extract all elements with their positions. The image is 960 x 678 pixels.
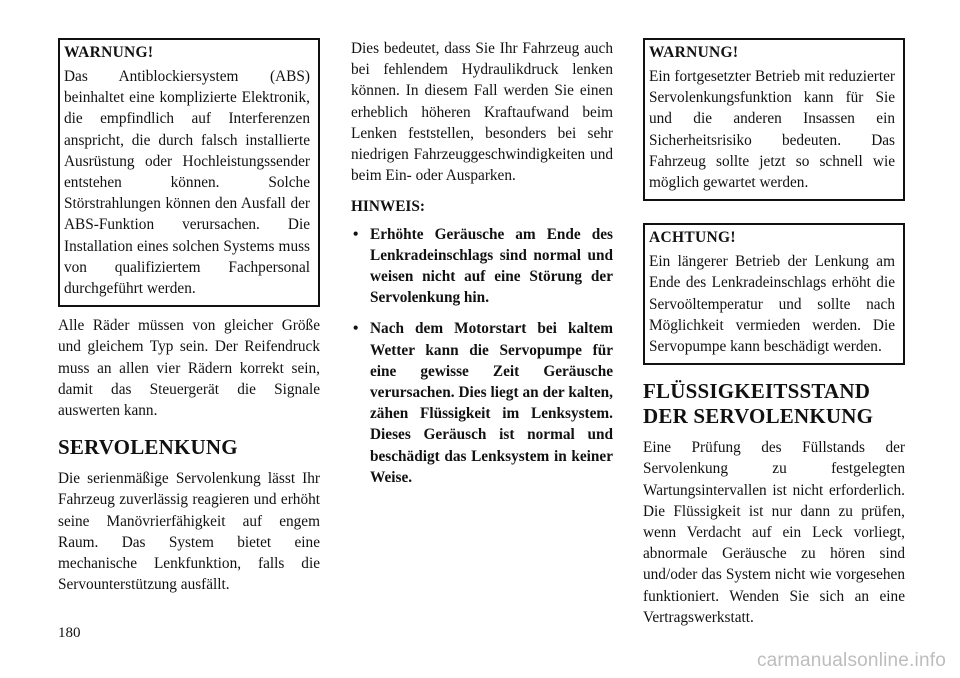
watermark: carmanualsonline.info xyxy=(756,650,946,671)
column-middle xyxy=(351,38,613,498)
warning-title: WARNUNG! xyxy=(64,44,154,61)
list-item xyxy=(351,224,613,309)
section-heading-fluid-level xyxy=(643,379,905,429)
caution-box xyxy=(643,223,905,365)
caution-text: Ein längerer Betrieb der Lenkung am Ende des Lenkradeinschlags erhöht die Servoöltemperatur und sollte nach Möglichkeit vermieden werden. Die Servopumpe kann beschädigt werden. xyxy=(649,253,895,356)
column-left xyxy=(58,38,320,605)
caution-title: ACHTUNG! xyxy=(649,229,736,247)
warning-title: WARNUNG! xyxy=(649,44,739,61)
bullet-icon: • xyxy=(353,320,359,338)
paragraph-fluid-level: Eine Prüfung des Füllstands der Servolenkung zu festgelegten Wartungsintervallen ist nicht erforderlich. Die Flüssigkeit ist nur dann zu prüfen, wenn Verdacht auf ein Leck vorliegt, abnormale Geräusche zu hören sind und/oder das System nicht wie vorgesehen funktioniert. Wenden Sie sich an eine Vertragswerkstatt. xyxy=(643,439,905,626)
warning-text: Das Antiblockiersystem (ABS) beinhaltet eine komplizierte Elektronik, die empfindlich auf Interferenzen anspricht, die durch falsch installierte Ausrüstung oder Hochleistungssender entstehen können. Solche Störstrahlungen können den Ausfall der ABS-Funktion verursachen. Die Installation eines solchen Systems muss von qualifiziertem Fachpersonal durchgeführt werden. xyxy=(64,68,310,298)
note-list xyxy=(351,224,613,488)
list-item-text: Erhöhte Geräusche am Ende des Lenkradeinschlags sind normal und weisen nicht auf eine Störung der Servolenkung hin. xyxy=(370,225,613,307)
list-item xyxy=(351,318,613,488)
warning-box-steering xyxy=(643,38,905,201)
warning-text: Ein fortgesetzter Betrieb mit reduzierter Servolenkungsfunktion kann für Sie und die anderen Insassen ein Sicherheitsrisiko bedeuten. Das Fahrzeug sollte jetzt so schnell wie möglich gewartet werden. xyxy=(649,68,895,192)
heading-line-1: FLÜSSIGKEITSSTAND xyxy=(643,379,871,404)
section-heading-servolenkung: SERVOLENKUNG xyxy=(58,435,238,460)
note-label: HINWEIS: xyxy=(351,198,425,216)
warning-box-abs xyxy=(58,38,320,307)
paragraph-servolenkung: Die serienmäßige Servolenkung lässt Ihr Fahrzeug zuverlässig reagieren und erhöht seine Manövrierfähigkeit auf engem Raum. Das System bietet eine mechanische Lenkfunktion, falls die Servounterstützung ausfällt. xyxy=(58,470,320,594)
paragraph-wheels: Alle Räder müssen von gleicher Größe und gleichem Typ sein. Der Reifendruck muss an allen vier Rädern korrekt sein, damit das Steuergerät die Signale auswerten kann. xyxy=(58,317,320,420)
heading-line-2: DER SERVOLENKUNG xyxy=(643,404,874,429)
column-right xyxy=(643,38,905,638)
page-number: 180 xyxy=(58,625,81,641)
list-item-text: Nach dem Motorstart bei kaltem Wetter kann die Servopumpe für eine gewisse Zeit Geräusche verursachen. Dies liegt an der kalten, zähen Flüssigkeit im Lenksystem. Dieses Geräusch ist normal und beschädigt das Lenksystem in keiner Weise. xyxy=(370,320,613,486)
paragraph-hydraulic: Dies bedeutet, dass Sie Ihr Fahrzeug auch bei fehlendem Hydraulikdruck lenken können. In diesem Fall werden Sie einen erheblich höheren Kraftaufwand beim Lenken feststellen, besonders bei sehr niedrigen Fahrzeuggeschwindigkeiten und beim Ein- oder Ausparken. xyxy=(351,40,613,185)
bullet-icon: • xyxy=(353,225,359,243)
